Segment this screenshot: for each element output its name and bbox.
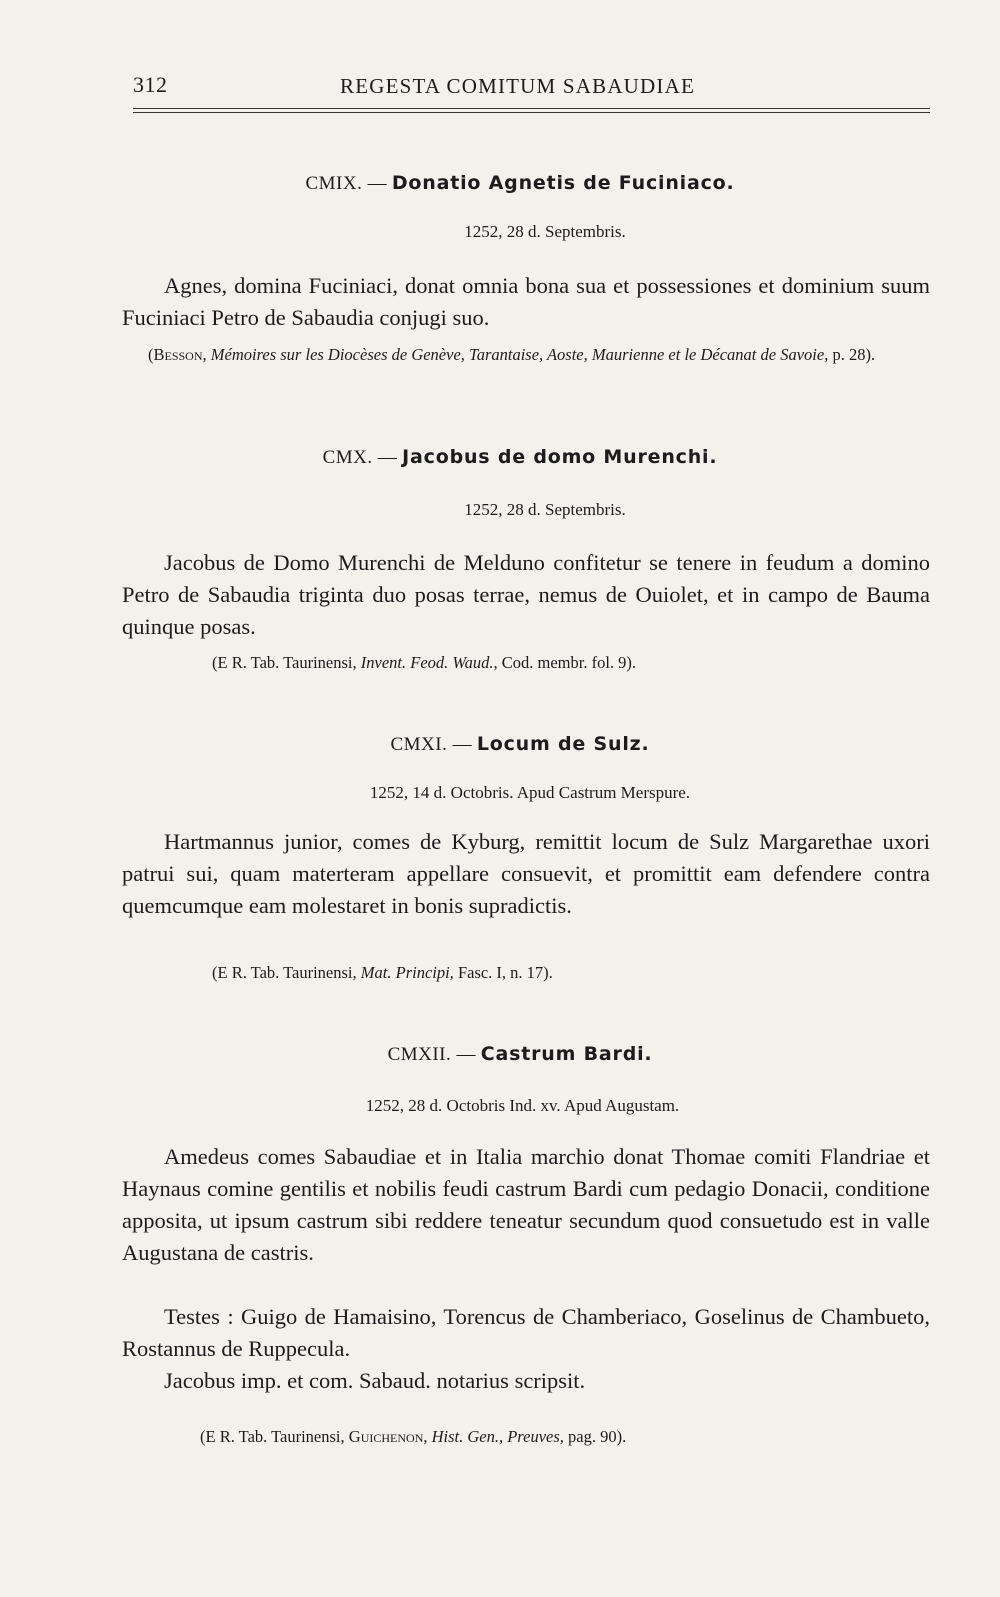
entry-title: Donatio Agnetis de Fuciniaco. (391, 172, 735, 194)
header-rule (133, 108, 930, 109)
entry-text: Agnes, domina Fuciniaci, donat omnia bona sua et possessiones et dominium suum Fuciniaci Petro de Sabaudia conjugi suo. (122, 273, 930, 330)
entry-citation: (E R. Tab. Taurinensi, Guichenon, Hist. Gen., Preuves, pag. 90). (200, 1427, 627, 1446)
citation-work: Invent. Feod. Waud. (360, 653, 494, 672)
entry-date: 1252, 28 d. Octobris Ind. xv. Apud Augustam. (365, 1096, 680, 1115)
entry-title: Locum de Sulz. (476, 733, 650, 755)
citation-work: Hist. Gen., Preuves, (431, 1427, 564, 1446)
entry-citation: (Besson, Mémoires sur les Diocèses de Genève, Tarantaise, Aoste, Maurienne et le Décanat de Savoie, p. 28). (148, 345, 876, 364)
header-rule (133, 112, 930, 113)
page-number: 312 (133, 72, 168, 97)
entry-heading (0, 172, 1000, 195)
entry-date: 1252, 28 d. Septembris. (464, 222, 626, 241)
entry-number: CMX. — (322, 447, 398, 468)
entry-witnesses: Testes : Guigo de Hamaisino, Torencus de Chamberiaco, Goselinus de Chambueto, Rostannus de Ruppecula. (122, 1304, 930, 1361)
entry-date: 1252, 14 d. Octobris. Apud Castrum Merspure. (369, 783, 691, 802)
citation-work: Mat. Principi, (360, 963, 454, 982)
entry-heading (0, 733, 1000, 756)
entry-heading (0, 1043, 1000, 1066)
citation-author: Guichenon (348, 1427, 424, 1446)
entry-text: Hartmannus junior, comes de Kyburg, remittit locum de Sulz Margarethae uxori patrui sui, quam materteram appellare consuevit, et promittit eam defendere contra quemcumque eam molestaret in bonis supradictis. (122, 829, 930, 918)
citation-author: Besson (153, 345, 203, 364)
entry-number: CMXI. — (390, 734, 473, 755)
entry-title: Castrum Bardi. (480, 1043, 653, 1065)
entry-citation: (E R. Tab. Taurinensi, Invent. Feod. Waud., Cod. membr. fol. 9). (212, 653, 637, 672)
citation-work: Mémoires sur les Diocèses de Genève, Tarantaise, Aoste, Maurienne et le Décanat de Savoie (210, 345, 825, 364)
entry-number: CMXII. — (387, 1044, 477, 1065)
entry-citation: (E R. Tab. Taurinensi, Mat. Principi, Fasc. I, n. 17). (212, 963, 553, 982)
entry-text: Jacobus de Domo Murenchi de Melduno confitetur se tenere in feudum a domino Petro de Sabaudia triginta duo posas terrae, nemus de Ouiolet, et in campo de Bauma quinque posas. (122, 550, 930, 639)
entry-notary: Jacobus imp. et com. Sabaud. notarius scripsit. (164, 1368, 586, 1393)
entry-date: 1252, 28 d. Septembris. (464, 500, 626, 519)
entry-number: CMIX. — (305, 173, 388, 194)
entry-heading (0, 446, 1000, 469)
entry-text: Amedeus comes Sabaudiae et in Italia marchio donat Thomae comiti Flandriae et Haynaus comine gentilis et nobilis feudi castrum Bardi cum pedagio Donacii, conditione apposita, ut ipsum castrum sibi reddere teneatur secundum quod consuetudo est in valle Augustana de castris. (122, 1144, 930, 1265)
running-title: REGESTA COMITUM SABAUDIAE (340, 74, 695, 98)
entry-title: Jacobus de domo Murenchi. (402, 446, 718, 468)
